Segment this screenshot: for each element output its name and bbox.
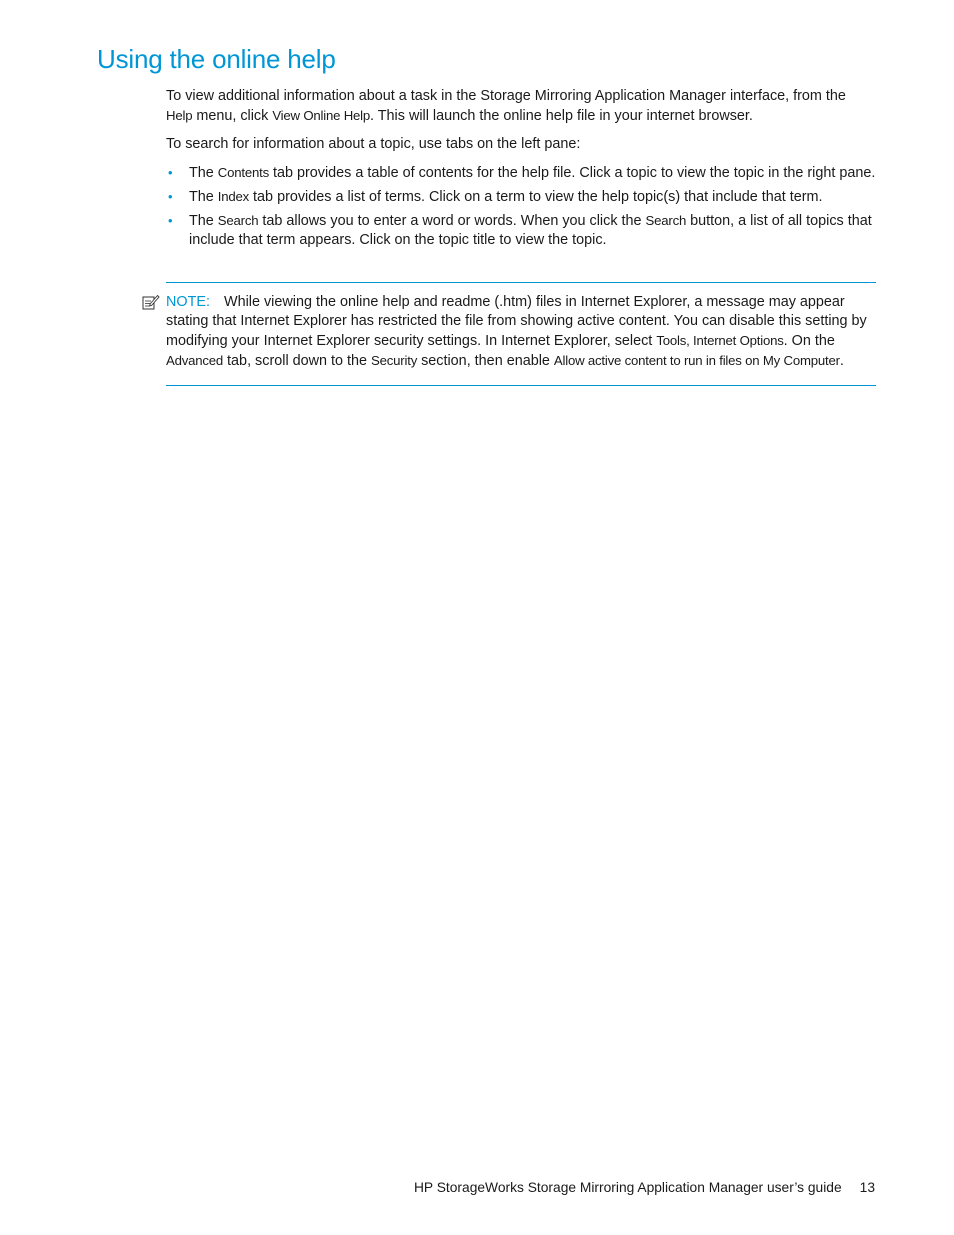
search-paragraph: To search for information about a topic, use tabs on the left pane: [166,136,581,152]
ui-term-allow-active-content: Allow active content to run in files on My Computer [553,353,840,368]
page-footer [414,1180,875,1195]
ui-term-search-button: Search [645,213,687,228]
ui-term-search-tab: Search [217,213,259,228]
bullet-icon: • [168,189,173,204]
bullet-icon: • [168,165,173,180]
ui-term-tools-internet-options: Tools, Internet Options [656,333,784,348]
page-title: Using the online help [97,44,336,74]
ui-term-help-menu: Help [166,108,193,123]
ui-term-contents: Contents [217,165,269,180]
tab-list [166,163,876,250]
note-label: NOTE: [166,294,210,310]
ui-term-security: Security [371,353,418,368]
ui-term-view-online-help: View Online Help [272,108,371,123]
note-box: NOTE: While viewing the online help and readme (.htm) files in Internet Explorer, a message may appear stating that Internet Explorer has restricted the file from showing active content. You can disable this setting by modifying your Internet Explorer security settings. In Internet Explorer, select Tools, Internet Options. On the Advanced tab, scroll down to the Security section, then enable Allow active content to run in files on My Computer. [166,282,876,386]
ui-term-advanced: Advanced [166,353,224,368]
list-item-contents: • The Contents tab provides a table of contents for the help file. Click a topic to view the topic in the right pane. [168,165,876,181]
ui-term-index: Index [217,189,250,204]
page-number: 13 [859,1180,875,1195]
list-item-index: • The Index tab provides a list of terms. Click on a term to view the help topic(s) that include that term. [168,189,823,205]
bullet-icon: • [168,213,173,228]
intro-paragraph: To view additional information about a task in the Storage Mirroring Application Manager interface, from the Help menu, click View Online Help. This will launch the online help file in your internet browser. [166,88,846,124]
body-text [166,87,876,254]
footer-guide-title: HP StorageWorks Storage Mirroring Application Manager user’s guide [413,1180,842,1195]
list-item-search: • The Search tab allows you to enter a word or words. When you click the Search button, a list of all topics that include that term appears. Click on the topic title to view the topic. [168,213,872,248]
note-pencil-icon [142,294,160,310]
